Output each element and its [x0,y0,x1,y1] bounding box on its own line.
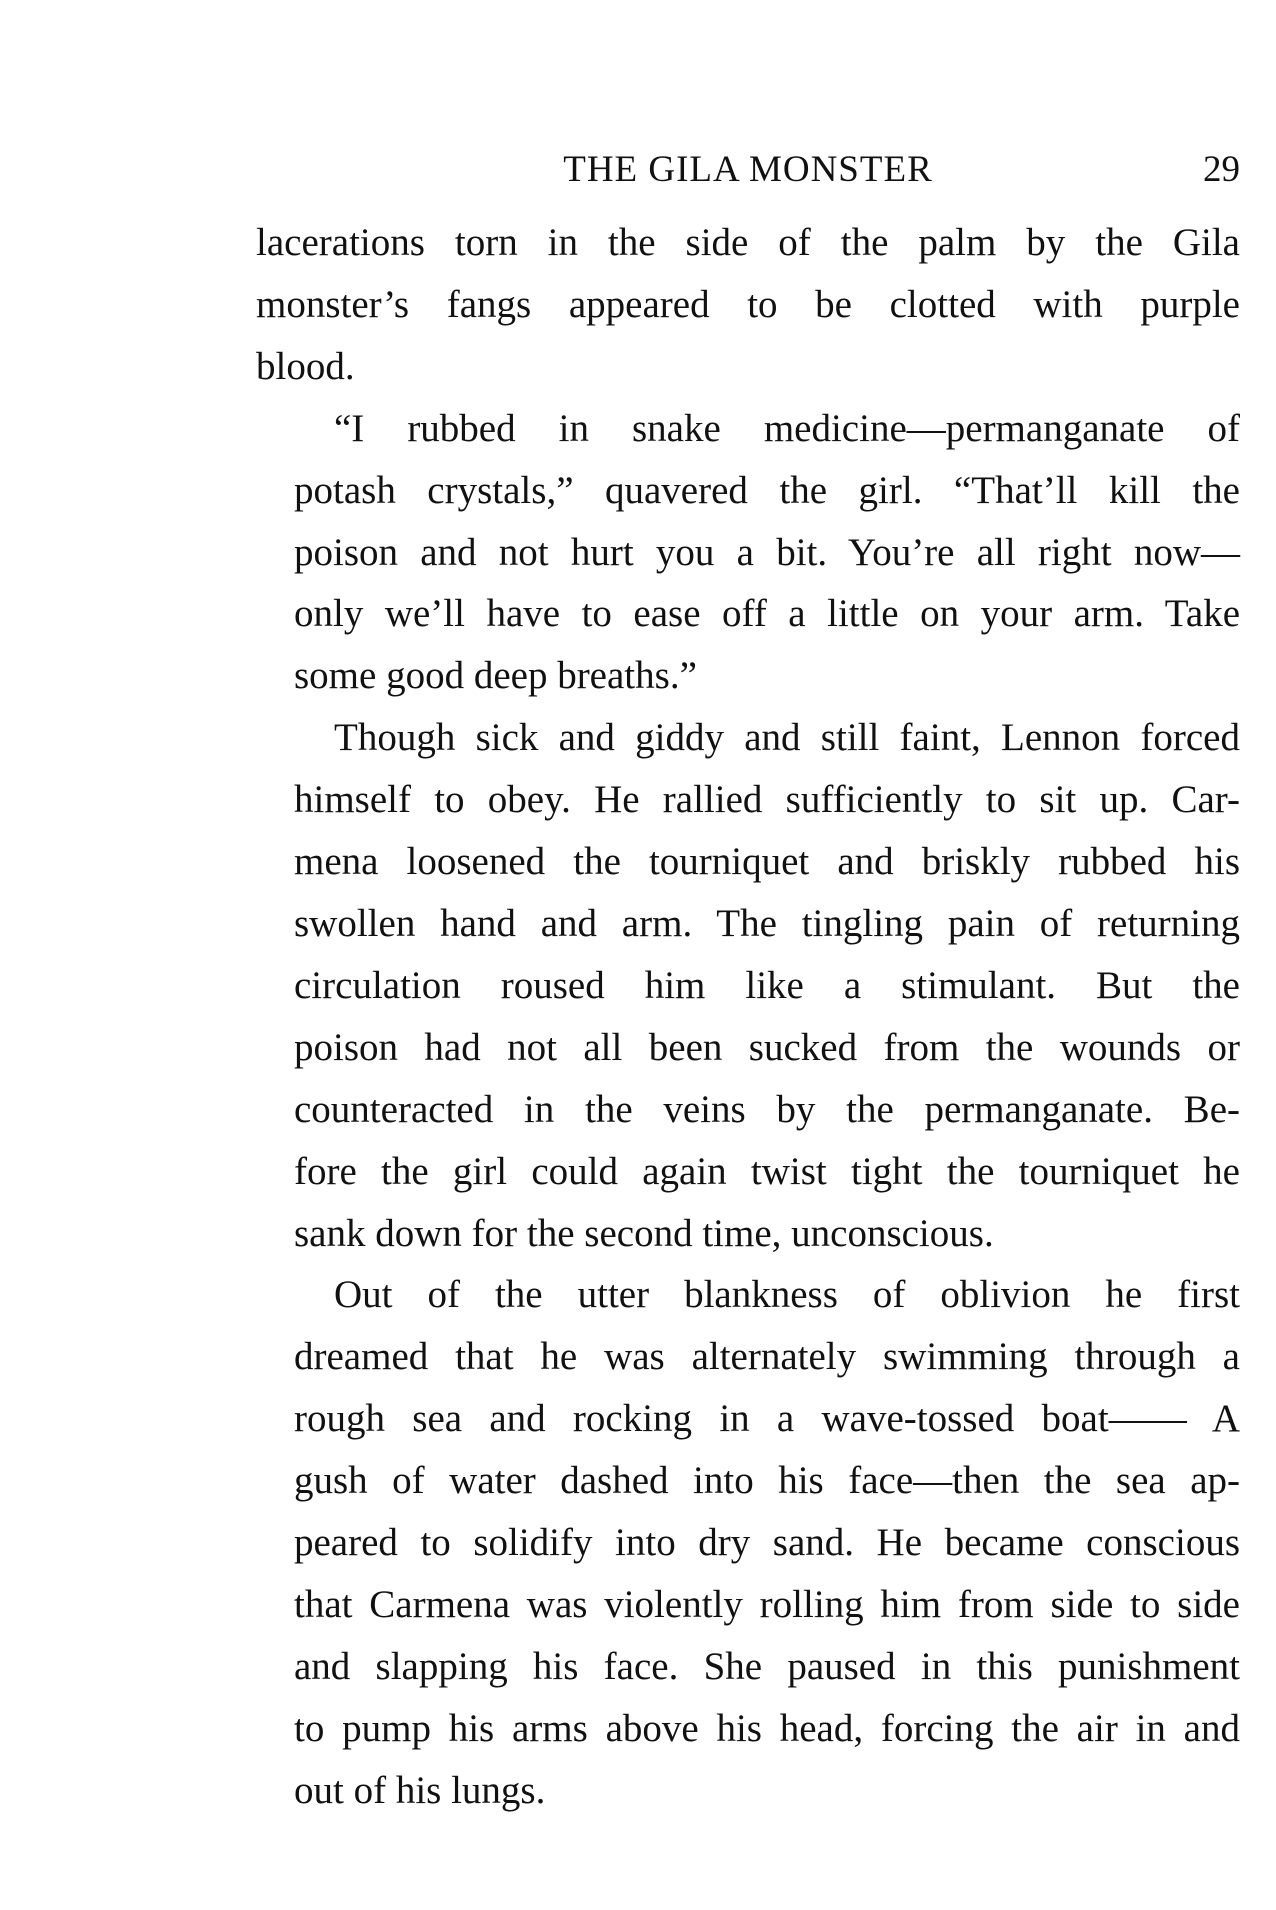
text-line: poison and not hurt you a bit. You’re all right now— [294,530,1240,574]
text-line: out of his lungs. [294,1768,546,1812]
text-line: and slapping his face. She paused in this punishment [294,1644,1240,1688]
text-line: only we’ll have to ease off a little on your arm. Take [294,592,1240,636]
text-line: himself to obey. He rallied sufficiently to sit up. Car- [294,778,1240,822]
paragraph-2 [256,398,1240,708]
text-line: peared to solidify into dry sand. He became conscious [294,1521,1240,1565]
running-title: THE GILA MONSTER [563,149,933,190]
running-head [256,140,1240,200]
page-number: 29 [1203,149,1240,190]
text-line: that Carmena was violently rolling him from side to side [294,1582,1240,1626]
text-line: poison had not all been sucked from the wounds or [294,1025,1240,1069]
text-line: sank down for the second time, unconscious. [294,1211,994,1255]
paragraph-4 [256,1264,1240,1821]
text-line: Though sick and giddy and still faint, Lennon forced [334,716,1240,760]
text-line: fore the girl could again twist tight the tourniquet he [294,1149,1240,1193]
text-line: potash crystals,” quavered the girl. “That’ll kill the [294,468,1240,512]
text-line: dreamed that he was alternately swimming through a [294,1335,1240,1379]
text-line: lacerations torn in the side of the palm by the Gila [256,221,1240,264]
text-line: monster’s fangs appeared to be clotted with purple [256,282,1240,326]
text-line: swollen hand and arm. The tingling pain of returning [294,901,1240,945]
text-line: to pump his arms above his head, forcing the air in and [294,1706,1240,1750]
text-line: gush of water dashed into his face—then the sea ap- [294,1459,1240,1503]
text-line: mena loosened the tourniquet and briskly rubbed his [294,840,1240,884]
text-line: some good deep breaths.” [294,654,697,698]
paragraph-1 [256,212,1240,398]
text-line: rough sea and rocking in a wave-tossed boat—— A [294,1397,1240,1441]
paragraph-3 [256,707,1240,1264]
body-text [256,212,1240,1822]
text-line: Out of the utter blankness of oblivion he first [334,1273,1240,1317]
text-line: “I rubbed in snake medicine—permanganate of [334,406,1240,450]
text-line: circulation roused him like a stimulant. But the [294,963,1240,1007]
text-line: counteracted in the veins by the permanganate. Be- [294,1087,1240,1131]
text-line: blood. [256,344,355,388]
